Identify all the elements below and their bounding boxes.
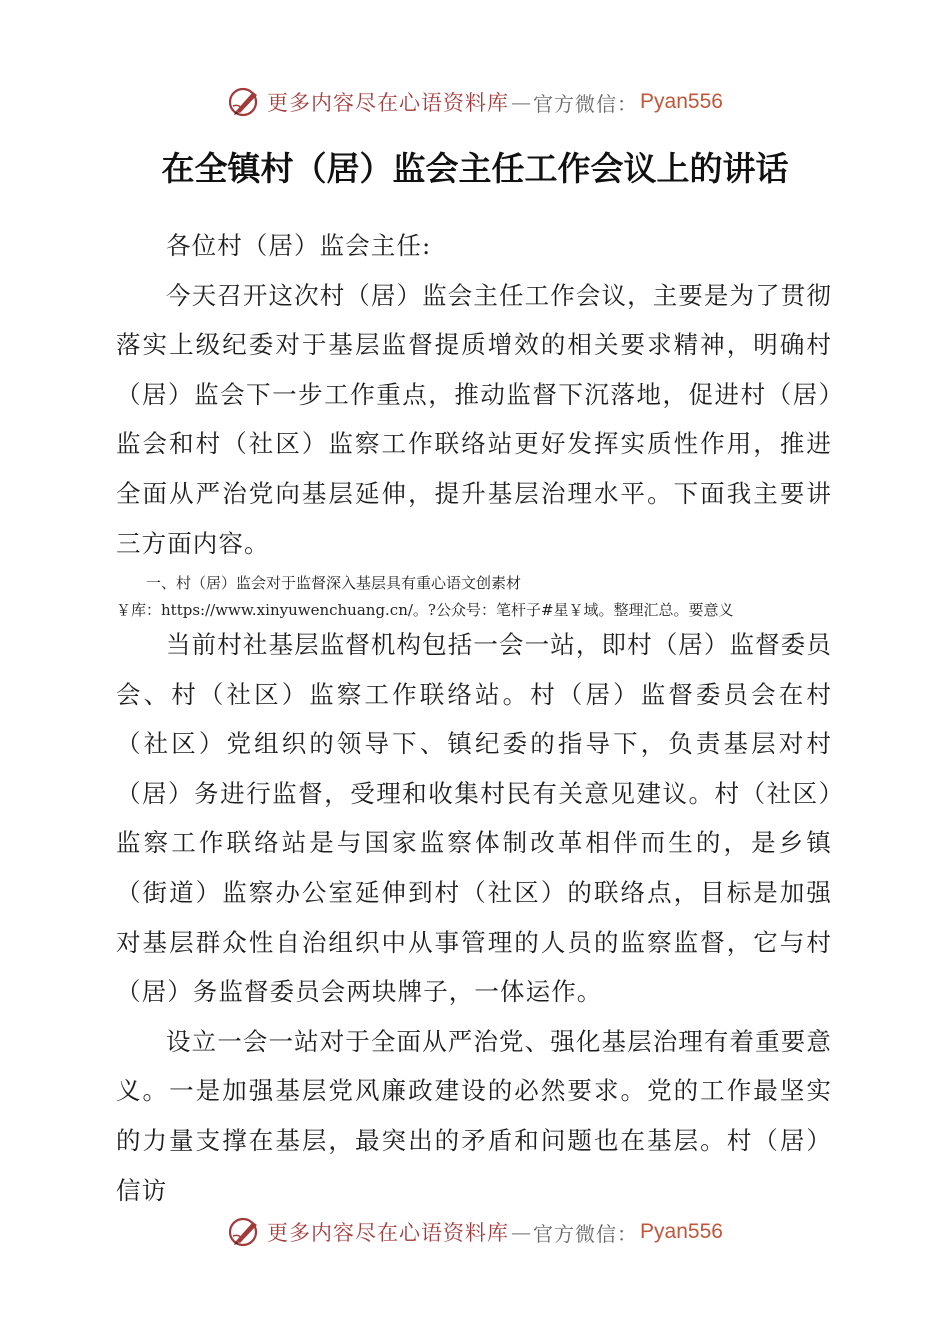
banner-wechat-id: Pyan556 — [640, 1220, 723, 1243]
banner-wechat-id: Pyan556 — [640, 90, 723, 113]
paragraph-1: 今天召开这次村（居）监会主任工作会议，主要是为了贯彻落实上级纪委对于基层监督提质增效的相关要求精神，明确村（居）监会下一步工作重点，推动监督下沉落地，促进村（居）监会和村（社区）监察工作联络站更好发挥实质性作用，推进全面从严治党向基层延伸，提升基层治理水平。下面我主要讲三方面内容。 — [116, 280, 832, 558]
watermark-note: ￥库：https://www.xinyuwenchuang.cn/。?公众号：笔杆子#星￥域。整理汇总。要意义 — [116, 601, 734, 619]
banner-dash: — — [511, 90, 532, 114]
banner-text: 更多内容尽在心语资料库 — [267, 1221, 510, 1245]
pen-logo-icon — [227, 1214, 263, 1250]
paragraph-2: 当前村社基层监督机构包括一会一站，即村（居）监督委员会、村（社区）监察工作联络站。村（居）监督委员会在村（社区）党组织的领导下、镇纪委的指导下，负责基层对村（居）务进行监督，受理和收集村民有关意见建议。村（社区）监察工作联络站是与国家监察体制改革相伴而生的，是乡镇（街道）监察办公室延伸到村（社区）的联络点，目标是加强对基层群众性自治组织中从事管理的人员的监察监督，它与村（居）务监督委员会两块牌子，一体运作。 — [116, 630, 832, 1007]
document-title: 在全镇村（居）监会主任工作会议上的讲话 — [161, 149, 789, 188]
banner-wechat-label: 官方微信： — [533, 91, 639, 116]
banner-dash: — — [511, 1220, 532, 1244]
header-banner — [0, 82, 950, 122]
salutation: 各位村（居）监会主任: — [166, 231, 432, 260]
paragraph-3: 设立一会一站对于全面从严治党、强化基层治理有着重要意义。一是加强基层党风廉政建设的必然要求。党的工作最坚实的力量支撑在基层，最突出的矛盾和问题也在基层。村（居）信访 — [116, 1026, 832, 1205]
footer-banner — [0, 1212, 950, 1252]
intro-section — [116, 221, 832, 568]
banner-text: 更多内容尽在心语资料库 — [267, 91, 510, 115]
section-heading-note: 一、村（居）监会对于监督深入基层具有重心语文创素材 — [146, 574, 522, 592]
body-section — [116, 620, 832, 1215]
banner-wechat-label: 官方微信： — [533, 1221, 639, 1246]
pen-logo-icon — [227, 84, 263, 120]
